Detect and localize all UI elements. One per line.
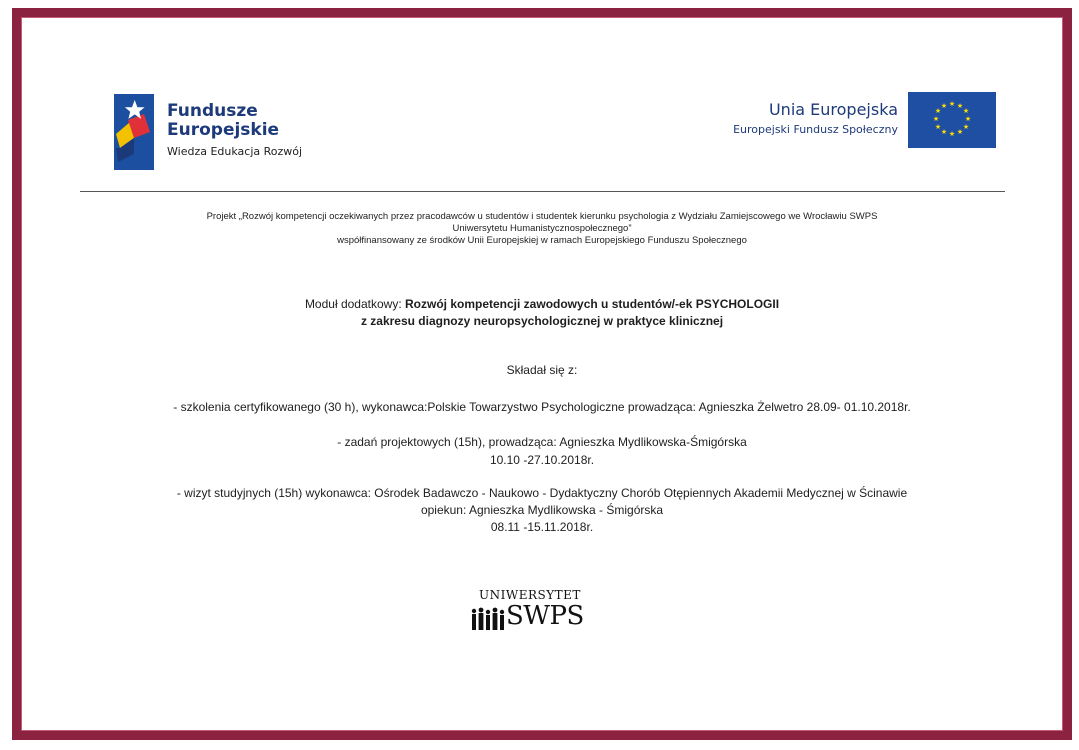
module-prefix: Moduł dodatkowy: bbox=[304, 297, 405, 311]
item-certification: - szkolenia certyfikowanego (30 h), wykonawca:Polskie Towarzystwo Psychologiczne prowadząca: Agnieszka Żelwetro 28.09- 01.10.2018r. bbox=[173, 400, 911, 414]
item-projects-line1: - zadań projektowych (15h), prowadząca: Agnieszka Mydlikowska-Śmigórska bbox=[337, 435, 747, 449]
svg-text:★: ★ bbox=[956, 128, 964, 136]
svg-text:★: ★ bbox=[932, 115, 940, 123]
fundusze-europejskie-mark-icon bbox=[114, 94, 154, 170]
header-divider bbox=[80, 191, 1005, 192]
project-line1: Projekt „Rozwój kompetencji oczekiwanych przez pracodawców u studentów i studentek kierunku psychologia z Wydziału Zamiejscowego we Wrocławiu SWPS bbox=[206, 211, 878, 222]
eu-flag-icon bbox=[908, 92, 996, 148]
swps-people-icon bbox=[470, 606, 506, 632]
certificate-frame bbox=[12, 8, 1072, 740]
svg-text:★: ★ bbox=[964, 115, 972, 123]
swps-logo-word: SWPS bbox=[506, 601, 584, 631]
module-title-line2: z zakresu diagnozy neuropsychologicznej w praktyce klinicznej bbox=[360, 314, 724, 328]
svg-text:★: ★ bbox=[934, 123, 942, 131]
svg-text:★: ★ bbox=[962, 107, 970, 115]
fe-subtitle: Wiedza Edukacja Rozwój bbox=[167, 145, 303, 158]
eu-subtitle: Europejski Fundusz Społeczny bbox=[733, 123, 898, 136]
consists-label: Składał się z: bbox=[506, 363, 578, 377]
item-visits-line2: opiekun: Agnieszka Mydlikowska - Śmigórska bbox=[420, 503, 664, 517]
swps-logo bbox=[468, 588, 598, 638]
svg-text:★: ★ bbox=[962, 123, 970, 131]
module-title-line1: Rozwój kompetencji zawodowych u studentów/-ek PSYCHOLOGII bbox=[405, 297, 780, 311]
svg-text:★: ★ bbox=[956, 102, 964, 110]
certificate-page bbox=[21, 17, 1063, 731]
svg-text:★: ★ bbox=[948, 100, 956, 108]
project-description bbox=[92, 211, 992, 247]
swps-logo-top: UNIWERSYTET bbox=[479, 588, 581, 602]
eu-title: Unia Europejska bbox=[768, 100, 898, 119]
svg-text:★: ★ bbox=[934, 107, 942, 115]
item-visits-line3: 08.11 -15.11.2018r. bbox=[490, 520, 594, 534]
eu-logo-text bbox=[702, 100, 898, 136]
svg-text:★: ★ bbox=[940, 128, 948, 136]
fundusze-europejskie-logo bbox=[114, 94, 334, 174]
project-line3: współfinansowany ze środków Unii Europejskiej w ramach Europejskiego Funduszu Społecznego bbox=[337, 235, 747, 246]
fe-title-line2: Europejskie bbox=[167, 120, 280, 140]
fe-title-line1: Fundusze bbox=[167, 101, 258, 121]
item-visits-line1: - wizyt studyjnych (15h) wykonawca: Ośrodek Badawczo - Naukowo - Dydaktyczny Chorób Otępiennych Akademii Medycznej w Ścinawie bbox=[176, 486, 908, 500]
project-line2: Uniwersytetu Humanistycznospołecznego” bbox=[452, 223, 632, 234]
svg-text:★: ★ bbox=[940, 102, 948, 110]
module-title bbox=[122, 296, 962, 330]
svg-text:★: ★ bbox=[948, 130, 956, 138]
item-projects-line2: 10.10 -27.10.2018r. bbox=[489, 453, 595, 467]
